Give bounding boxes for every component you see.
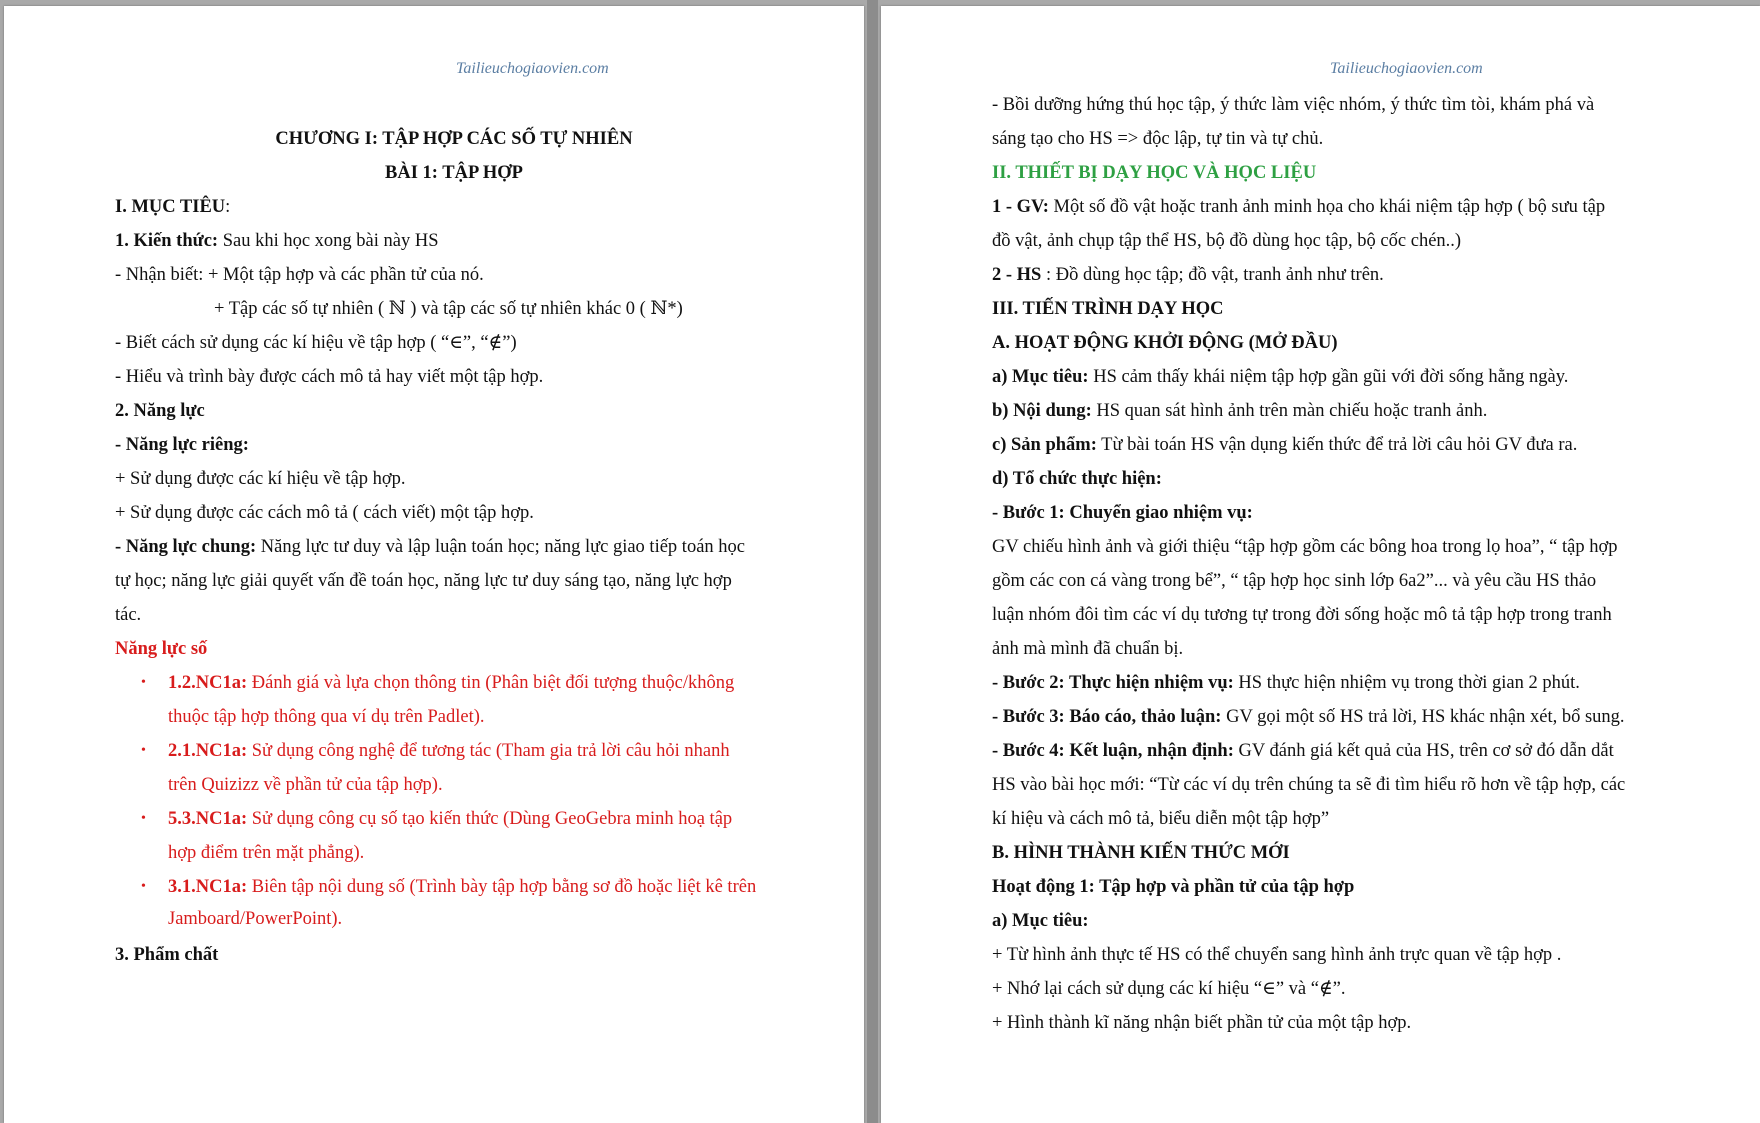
digital-item-1-line-2: thuộc tập hợp thông qua ví dụ trên Padlet). xyxy=(168,707,485,727)
step1-heading: - Bước 1: Chuyển giao nhiệm vụ: xyxy=(992,503,1253,523)
list-bullet: • xyxy=(141,675,146,690)
step1-line-3: luận nhóm đôi tìm các ví dụ tương tự trong đời sống hoặc mô tả tập hợp trong tranh xyxy=(992,605,1612,625)
recognize-line-2: + Tập các số tự nhiên ( ℕ ) và tập các số tự nhiên khác 0 ( ℕ*) xyxy=(214,299,683,319)
lesson-title: BÀI 1: TẬP HỢP xyxy=(385,163,523,183)
competence-heading: 2. Năng lực xyxy=(115,401,205,421)
list-bullet: • xyxy=(141,743,146,758)
watermark: Tailieuchogiaovien.com xyxy=(1330,60,1483,77)
digital-competence-heading: Năng lực số xyxy=(115,639,208,659)
digital-item-1-line-1: 1.2.NC1a: Đánh giá và lựa chọn thông tin (Phân biệt đối tượng thuộc/không xyxy=(168,673,735,693)
step1-line-4: ảnh mà mình đã chuẩn bị. xyxy=(992,639,1184,659)
recognize-line-1: - Nhận biết: + Một tập hợp và các phần tử của nó. xyxy=(115,265,484,285)
activity1-objective-heading: a) Mục tiêu: xyxy=(992,911,1089,931)
step4-line-1: - Bước 4: Kết luận, nhận định: GV đánh giá kết quả của HS, trên cơ sở đó dẫn dắt xyxy=(992,741,1614,761)
warmup-organization: d) Tổ chức thực hiện: xyxy=(992,469,1162,489)
knowledge-line: 1. Kiến thức: Sau khi học xong bài này HS xyxy=(115,231,439,251)
teaching-process-heading: III. TIẾN TRÌNH DẠY HỌC xyxy=(992,299,1224,319)
document-page-left xyxy=(4,6,864,1123)
step1-line-2: gồm các con cá vàng trong bể”, “ tập hợp học sinh lớp 6a2”... và yêu cầu HS thảo xyxy=(992,571,1597,591)
activity1-heading: Hoạt động 1: Tập hợp và phần tử của tập hợp xyxy=(992,877,1355,897)
digital-item-3-line-1: 5.3.NC1a: Sử dụng công cụ số tạo kiến thức (Dùng GeoGebra minh hoạ tập xyxy=(168,809,733,829)
foster-line-2: sáng tạo cho HS => độc lập, tự tin và tự chủ. xyxy=(992,129,1324,149)
document-page-right xyxy=(881,6,1760,1123)
foster-line-1: - Bồi dưỡng hứng thú học tập, ý thức làm việc nhóm, ý thức tìm tòi, khám phá và xyxy=(992,95,1595,115)
qualities-heading: 3. Phẩm chất xyxy=(115,945,219,965)
watermark: Tailieuchogiaovien.com xyxy=(456,60,609,77)
step2-line: - Bước 2: Thực hiện nhiệm vụ: HS thực hiện nhiệm vụ trong thời gian 2 phút. xyxy=(992,673,1580,693)
digital-item-4-line-1: 3.1.NC1a: Biên tập nội dung số (Trình bày tập hợp bằng sơ đồ hoặc liệt kê trên xyxy=(168,877,757,897)
activity1-objective-3: + Hình thành kĩ năng nhận biết phần tử của một tập hợp. xyxy=(992,1013,1412,1033)
step4-line-3: kí hiệu và cách mô tả, biểu diễn một tập hợp” xyxy=(992,809,1330,829)
specific-competence-heading: - Năng lực riêng: xyxy=(115,435,249,455)
equipment-heading: II. THIẾT BỊ DẠY HỌC VÀ HỌC LIỆU xyxy=(992,163,1317,183)
objectives-heading: I. MỤC TIÊU: xyxy=(115,197,231,217)
chapter-title: CHƯƠNG I: TẬP HỢP CÁC SỐ TỰ NHIÊN xyxy=(275,129,633,149)
teacher-materials-line-1: 1 - GV: Một số đồ vật hoặc tranh ảnh minh họa cho khái niệm tập hợp ( bộ sưu tập xyxy=(992,197,1606,217)
student-materials-line: 2 - HS : Đồ dùng học tập; đồ vật, tranh ảnh như trên. xyxy=(992,265,1384,285)
step3-line: - Bước 3: Báo cáo, thảo luận: GV gọi một số HS trả lời, HS khác nhận xét, bổ sung. xyxy=(992,707,1625,727)
understand-line: - Hiểu và trình bày được cách mô tả hay viết một tập hợp. xyxy=(115,367,544,387)
list-bullet: • xyxy=(141,879,146,894)
new-knowledge-heading: B. HÌNH THÀNH KIẾN THỨC MỚI xyxy=(992,843,1290,863)
digital-item-2-line-2: trên Quizizz về phần tử của tập hợp). xyxy=(168,775,443,795)
activity1-objective-2: + Nhớ lại cách sử dụng các kí hiệu “∈” và “∉”. xyxy=(992,979,1346,999)
general-competence-line-1: - Năng lực chung: Năng lực tư duy và lập luận toán học; năng lực giao tiếp toán học xyxy=(115,537,745,557)
warmup-objective: a) Mục tiêu: HS cảm thấy khái niệm tập hợp gần gũi với đời sống hằng ngày. xyxy=(992,367,1569,387)
general-competence-line-3: tác. xyxy=(115,605,142,625)
general-competence-line-2: tự học; năng lực giải quyết vấn đề toán học, năng lực tư duy sáng tạo, năng lực hợp xyxy=(115,571,732,591)
specific-competence-1: + Sử dụng được các kí hiệu về tập hợp. xyxy=(115,469,406,489)
symbols-line: - Biết cách sử dụng các kí hiệu về tập hợp ( “∈”, “∉”) xyxy=(115,333,517,353)
digital-item-4-line-2: Jamboard/PowerPoint). xyxy=(168,909,343,929)
warmup-product: c) Sản phẩm: Từ bài toán HS vận dụng kiến thức để trả lời câu hỏi GV đưa ra. xyxy=(992,435,1578,455)
specific-competence-2: + Sử dụng được các cách mô tả ( cách viết) một tập hợp. xyxy=(115,503,534,523)
step1-line-1: GV chiếu hình ảnh và giới thiệu “tập hợp gồm các bông hoa trong lọ hoa”, “ tập hợp xyxy=(992,537,1618,557)
warmup-heading: A. HOẠT ĐỘNG KHỞI ĐỘNG (MỞ ĐẦU) xyxy=(992,333,1338,353)
warmup-content: b) Nội dung: HS quan sát hình ảnh trên màn chiếu hoặc tranh ảnh. xyxy=(992,401,1488,421)
activity1-objective-1: + Từ hình ảnh thực tế HS có thể chuyển sang hình ảnh trực quan về tập hợp . xyxy=(992,945,1562,965)
digital-item-3-line-2: hợp điểm trên mặt phẳng). xyxy=(168,843,365,863)
list-bullet: • xyxy=(141,811,146,826)
step4-line-2: HS vào bài học mới: “Từ các ví dụ trên chúng ta sẽ đi tìm hiểu rõ hơn về tập hợp, các xyxy=(992,775,1626,795)
digital-item-2-line-1: 2.1.NC1a: Sử dụng công nghệ để tương tác (Tham gia trả lời câu hỏi nhanh xyxy=(168,741,730,761)
teacher-materials-line-2: đồ vật, ảnh chụp tập thể HS, bộ đồ dùng học tập, bộ cốc chén..) xyxy=(992,231,1462,251)
